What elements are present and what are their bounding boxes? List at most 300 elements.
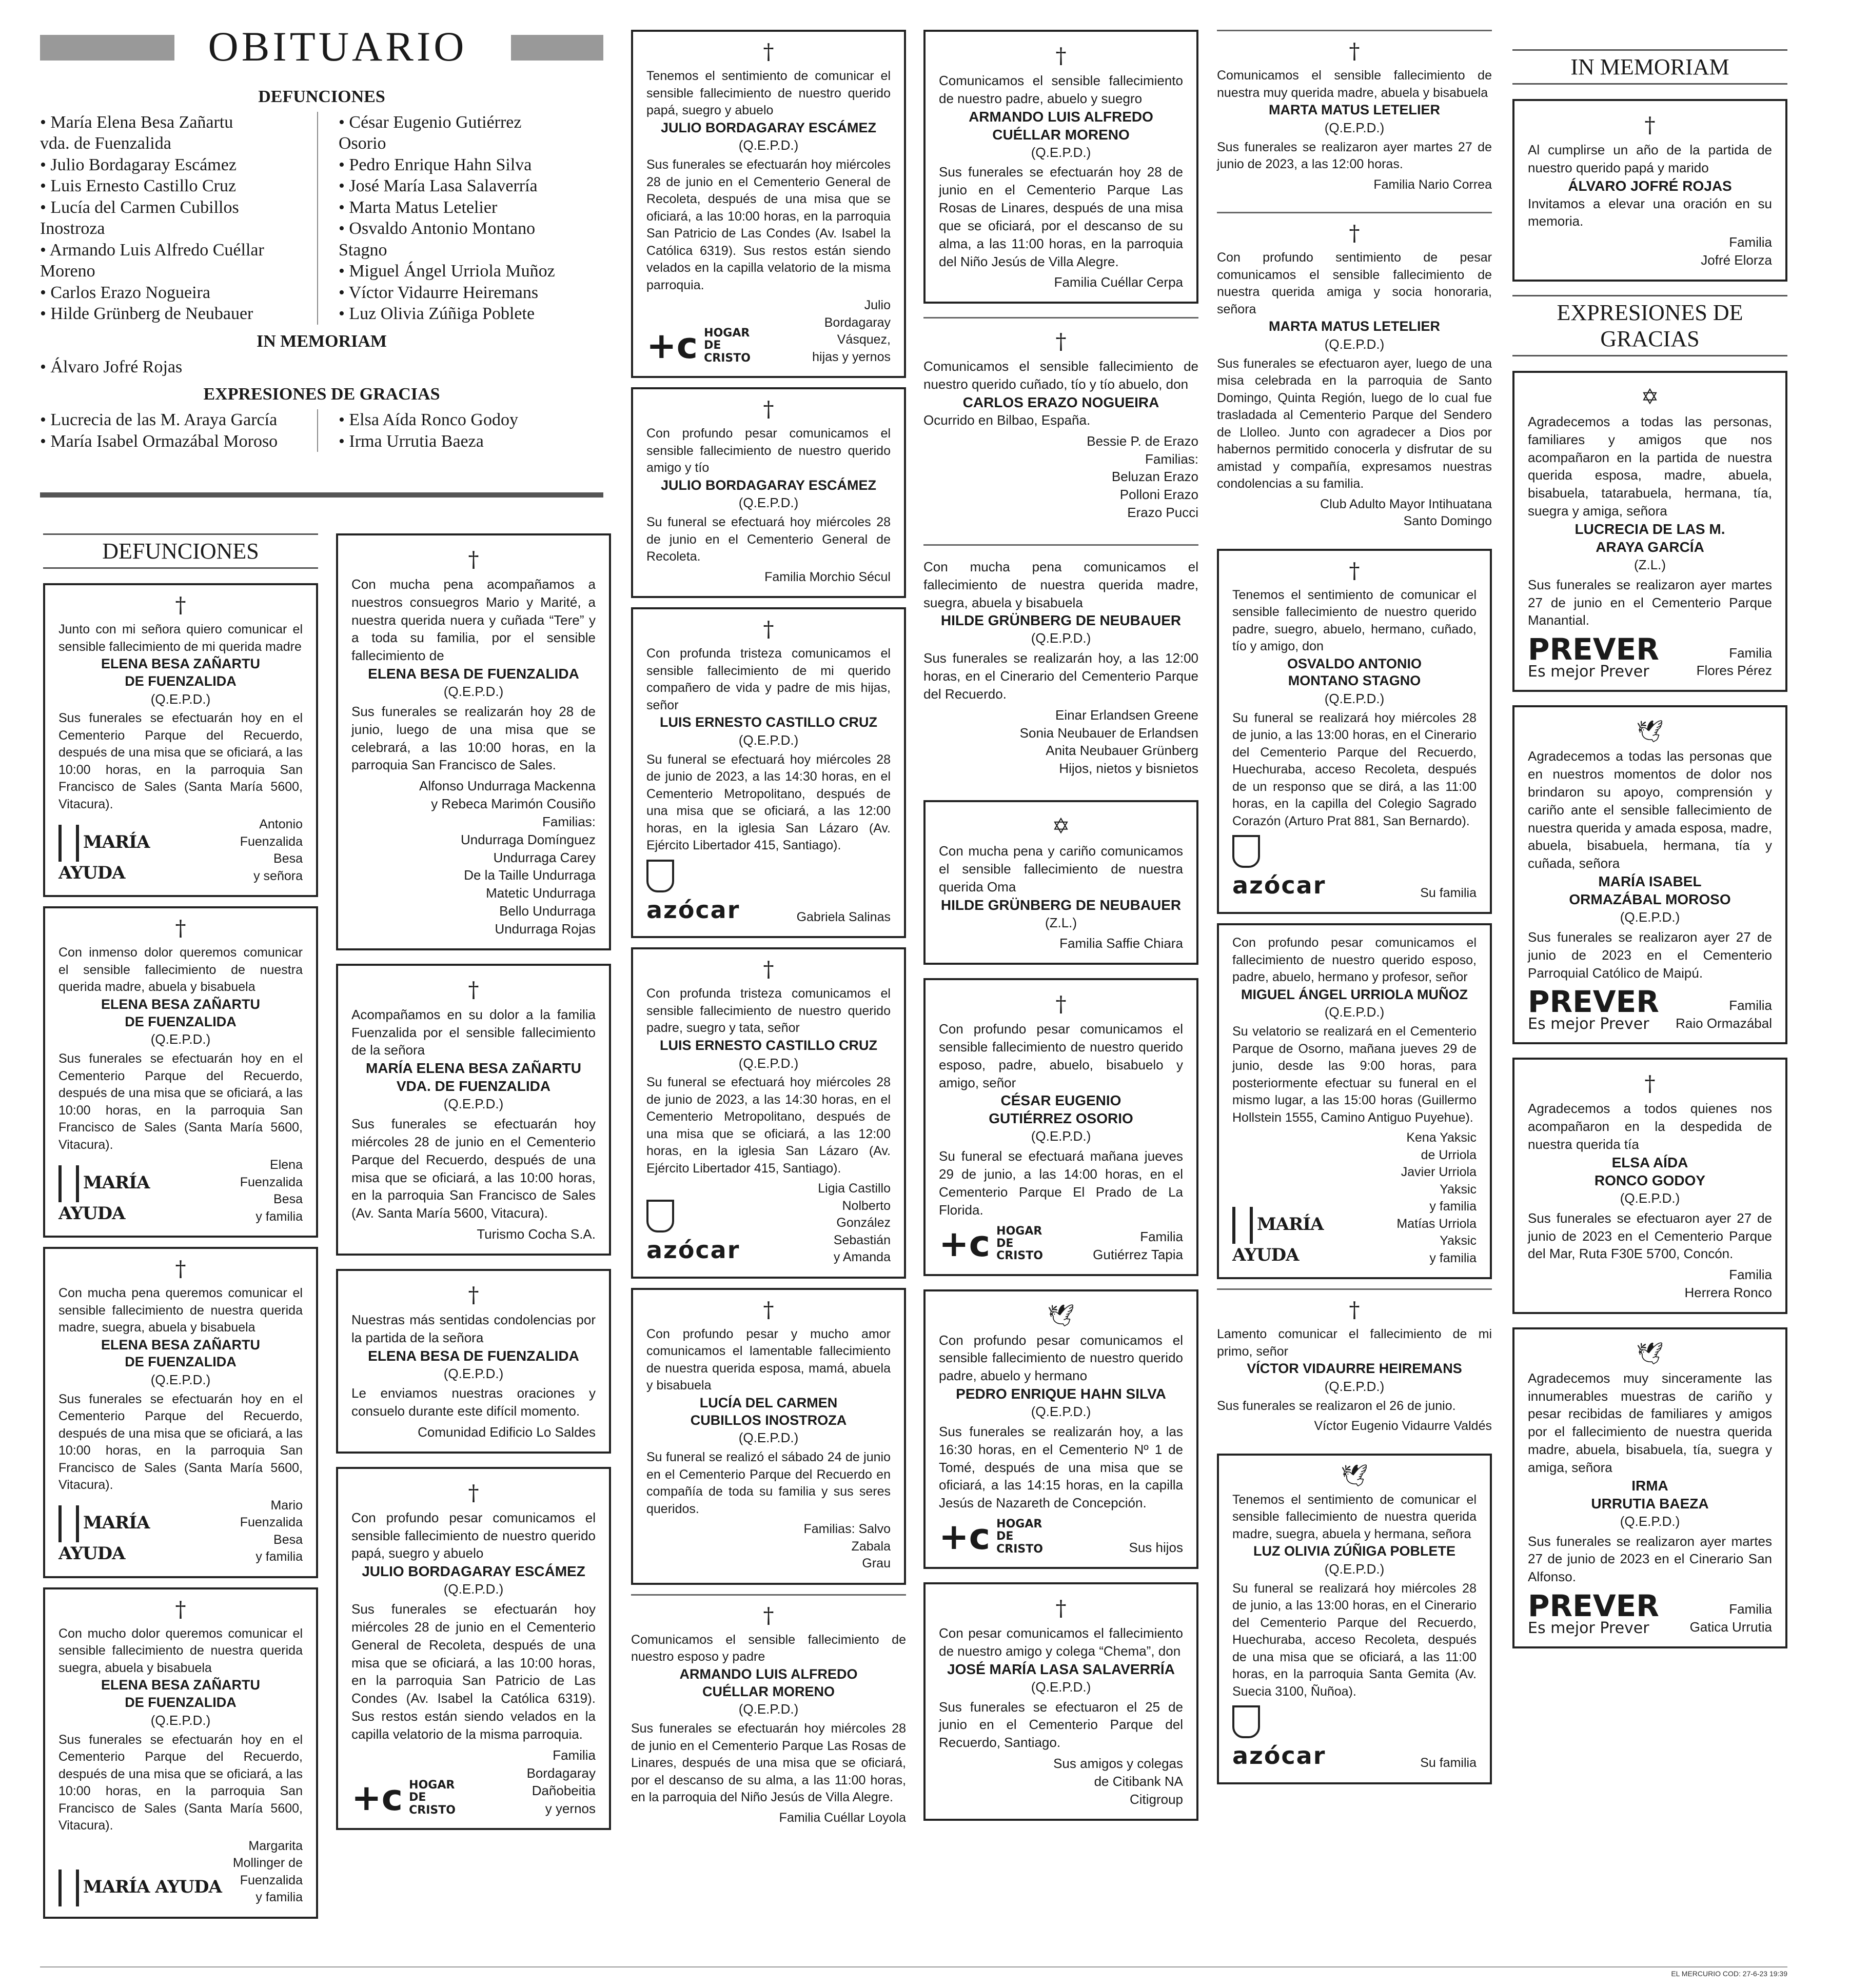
notice-intro: Agradecemos a todas las personas que en nuestros momentos de dolor nos brindaron su apoyo, comprensión y cariño ante el sensible fallecimiento de nuestra querida y amada esposa, madre, abuela, bisabuela, hermana, tía y cuñada, señora [1528, 748, 1772, 871]
hogar-de-cristo-logo [351, 1778, 465, 1818]
logo-text: PREVER [1528, 984, 1659, 1020]
notice-footer [646, 854, 891, 926]
obituary-notice [923, 317, 1198, 531]
deceased-name: JOSÉ MARÍA LASA SALAVERRÍA [947, 1661, 1175, 1677]
index-defunciones-left [40, 112, 318, 325]
hogar-de-cristo-logo [939, 1224, 1053, 1264]
index-entry: • Víctor Vidaurre Heiremans [339, 282, 595, 303]
qepd-label: (Q.E.P.D.) [1031, 1404, 1091, 1420]
notice-intro: Con profunda tristeza comunicamos el sensible fallecimiento de nuestro querido padre, suegro y tata, señor [646, 986, 891, 1036]
qepd-label: (Q.E.P.D.) [150, 691, 211, 707]
index-entry: • Luz Olivia Zúñiga Poblete [339, 303, 595, 324]
qepd-label: (Q.E.P.D.) [1324, 1378, 1385, 1394]
notice-footer [58, 813, 303, 885]
bottom-rule [40, 1966, 1787, 1967]
hogar-de-cristo-mark-icon: +c [646, 325, 698, 367]
notice-signature: Sus amigos y colegas de Citibank NA Citigroup [1053, 1756, 1183, 1807]
notice-signature: Julio Bordagaray Vásquez, hijas y yernos [812, 298, 891, 364]
dove-icon: 🕊 [1341, 1462, 1368, 1488]
prever-logo [1528, 1588, 1659, 1638]
index-entry: • Julio Bordagaray Escámez [40, 154, 317, 175]
obituary-notice [923, 800, 1198, 965]
notice-intro: Comunicamos el sensible fallecimiento de nuestro querido cuñado, tío y tío abuelo, don [923, 359, 1198, 392]
deceased-name: ELSA AÍDA RONCO GODOY [1594, 1154, 1706, 1188]
notice-body: Sus funerales se efectuaron ayer 27 de junio de 2023 en el Cementerio Parque del Mar, Ruta F30E 5700, Concón. [1528, 1210, 1772, 1262]
notice-intro: Junto con mi señora quiero comunicar el sensible fallecimiento de mi querida madre [58, 622, 303, 654]
qepd-label: (Q.E.P.D.) [738, 1055, 799, 1071]
index-gracias-title: EXPRESIONES DE GRACIAS [203, 385, 440, 404]
qepd-label: (Q.E.P.D.) [738, 137, 799, 153]
hogar-de-cristo-mark-icon: +c [939, 1222, 991, 1265]
notice-body: Sus funerales se realizaron ayer martes 27 de junio de 2023, a las 12:00 horas. [1217, 140, 1492, 172]
notice-signature: Alfonso Undurraga Mackenna y Rebeca Marimón Cousiño Familias: Undurraga Domínguez Undurraga Carey De la Taille Undurraga Matetic Undurraga Bello Undurraga Undurraga Rojas [419, 778, 596, 937]
qepd-label: (Q.E.P.D.) [1324, 336, 1385, 352]
notice-body: Sus funerales se realizaron ayer martes 27 de junio de 2023 en el Cinerario San Alfonso. [1528, 1533, 1772, 1585]
hogar-de-cristo-mark-icon: +c [939, 1516, 991, 1558]
hogar-de-cristo-logo [646, 326, 760, 366]
notice-footer [58, 1494, 303, 1566]
notice-signature: Turismo Cocha S.A. [477, 1226, 596, 1242]
notice-intro: Tenemos el sentimiento de comunicar el sensible fallecimiento de nuestro querido papá, suegro y abuelo [646, 69, 891, 117]
notice-footer [646, 1177, 891, 1266]
notice-intro: Con profundo pesar comunicamos el fallecimiento de nuestro querido esposo, padre, abuelo, hermano y profesor, señor [1232, 936, 1477, 985]
crucifix-icon [58, 1505, 79, 1542]
star-of-david-icon: ✡ [1641, 384, 1659, 409]
deceased-name: ELENA BESA ZAÑARTU DE FUENZALIDA [101, 996, 260, 1029]
qepd-label: (Q.E.P.D.) [1031, 144, 1091, 160]
deceased-name: MIGUEL ÁNGEL URRIOLA MUÑOZ [1241, 986, 1468, 1002]
maria-ayuda-logo [58, 1165, 212, 1226]
notice-signature: Familias: Salvo Zabala Grau [803, 1522, 891, 1571]
notice-footer [1232, 1700, 1477, 1772]
obituary-notice [631, 1288, 906, 1585]
index-entry: • César Eugenio Gutiérrez [339, 112, 595, 133]
masthead [40, 25, 603, 69]
obituary-notice [1217, 549, 1492, 914]
cross-icon: † [1055, 991, 1067, 1017]
deceased-name: CÉSAR EUGENIO GUTIÉRREZ OSORIO [989, 1092, 1133, 1127]
deceased-name: MARTA MATUS LETELIER [1269, 319, 1440, 334]
deceased-name: IRMA URRUTIA BAEZA [1591, 1477, 1709, 1512]
section-header-defunciones: DEFUNCIONES [43, 533, 318, 569]
logo-tagline: Es mejor Prever [1528, 1015, 1649, 1033]
crucifix-icon [1232, 1207, 1253, 1244]
cross-icon: † [468, 547, 479, 572]
notice-intro: Agradecemos a todas las personas, familiares y amigos que nos acompañaron en la partida de nuestra querida esposa, madre, abuela, bisabuela, tatarabuela, hermana, tía, suegra y amiga, señora [1528, 413, 1772, 519]
notice-signature: Familia Gatica Urrutia [1689, 1601, 1772, 1635]
deceased-name: HILDE GRÜNBERG DE NEUBAUER [940, 612, 1182, 629]
deceased-name: ELENA BESA ZAÑARTU DE FUENZALIDA [101, 656, 260, 689]
index-entry: • José María Lasa Salaverría [339, 175, 595, 196]
obituary-notice [1217, 30, 1492, 203]
qepd-label: (Q.E.P.D.) [443, 1096, 504, 1112]
notice-footer [58, 1835, 303, 1906]
cross-icon: † [1055, 329, 1067, 354]
obituary-notice [43, 1247, 318, 1578]
notice-body: Su funeral se efectuará hoy miércoles 28 de junio de 2023, a las 14:30 horas, en el Cementerio Metropolitano, después de una misa que se oficiará, a las 12:00 horas, en la iglesia San Lázaro (Av. Ejército Libertador 415, Santiago). [646, 752, 891, 853]
notice-footer [939, 1512, 1183, 1557]
cross-icon: † [468, 977, 479, 1002]
index-entry: • Luis Ernesto Castillo Cruz [40, 175, 317, 196]
qepd-label: (Q.E.P.D.) [738, 732, 799, 748]
notice-body: Sus funerales se realizaron el 26 de junio. [1217, 1398, 1456, 1413]
logo-text: MARÍA AYUDA [58, 1172, 150, 1224]
index-entry: • Irma Urrutia Baeza [339, 431, 595, 452]
hogar-de-cristo-logo [939, 1517, 1053, 1557]
index-entry: • María Elena Besa Zañartu [40, 112, 317, 133]
notice-body: Su funeral se realizó el sábado 24 de junio en el Cementerio Parque del Recuerdo en compañía de toda su familia y sus seres queridos. [646, 1450, 891, 1516]
cross-icon: † [1055, 43, 1067, 68]
cross-icon: † [1644, 112, 1656, 137]
obituary-notice [1217, 212, 1492, 540]
index-summary [40, 80, 603, 495]
notice-signature: Su familia [1420, 885, 1477, 900]
logo-tagline: Es mejor Prever [1528, 1619, 1649, 1638]
index-defunciones-title: DEFUNCIONES [258, 87, 385, 106]
maria-ayuda-logo [58, 1505, 212, 1566]
notice-signature: Ligia Castillo Nolberto González Sebastián y Amanda [818, 1181, 891, 1265]
notice-body: Su funeral se efectuará mañana jueves 29 de junio, a las 14:00 horas, en el Cementerio Parque El Prado de La Florida. [939, 1148, 1183, 1218]
notice-body: Sus funerales se efectuarán hoy miércoles 28 de junio en el Cementerio Parque Las Rosas de Linares, después de una misa que se oficiará, por el descanso de su alma, a las 11:00 horas, en la parroquia del Niño Jesús de Villa Alegre. [631, 1721, 906, 1805]
notice-signature: Familia Cuéllar Loyola [779, 1810, 906, 1825]
deceased-name: MARÍA ISABEL ORMAZÁBAL MOROSO [1569, 873, 1731, 908]
deceased-name: JULIO BORDAGARAY ESCÁMEZ [660, 120, 877, 135]
qepd-label: (Q.E.P.D.) [1324, 120, 1385, 135]
notice-body: Sus funerales se efectuarán hoy en el Cementerio Parque del Recuerdo, después de una misa que se oficiará, a las 10:00 horas, en la parroquia San Francisco de Sales (Santa María 5600, Vitacura). [58, 711, 303, 811]
index-entry: • Armando Luis Alfredo Cuéllar [40, 240, 317, 261]
notice-signature: Su familia [1420, 1756, 1477, 1771]
qepd-label: (Q.E.P.D.) [443, 1581, 504, 1597]
index-entry: • Carlos Erazo Nogueira [40, 282, 317, 303]
notice-footer [1232, 830, 1477, 902]
obituary-notice [631, 387, 906, 598]
logo-text: HOGAR DE CRISTO [996, 1224, 1043, 1263]
notice-footer [939, 1219, 1183, 1264]
cross-icon: † [763, 39, 774, 64]
obituary-notice [923, 1289, 1198, 1569]
deceased-name: LUZ OLIVIA ZÚÑIGA POBLETE [1253, 1543, 1455, 1559]
notice-signature: Sus hijos [1129, 1540, 1183, 1556]
notice-intro: Con mucha pena queremos comunicar el sensible fallecimiento de nuestra querida madre, suegra, abuela y bisabuela [58, 1286, 303, 1335]
prever-logo [1528, 634, 1659, 680]
cross-icon: † [763, 1602, 774, 1628]
notice-intro: Agradecemos a todos quienes nos acompañaron en la despedida de nuestra querida tía [1528, 1101, 1772, 1152]
obituary-notice [923, 978, 1198, 1276]
maria-ayuda-logo [58, 1870, 222, 1906]
index-entry: • Lucía del Carmen Cubillos [40, 197, 317, 218]
index-entry: • Álvaro Jofré Rojas [40, 356, 317, 377]
obituary-notice [1512, 99, 1787, 282]
qepd-label: (Q.E.P.D.) [738, 1701, 799, 1717]
obituary-notice [43, 906, 318, 1238]
index-entry: • Pedro Enrique Hahn Silva [339, 154, 595, 175]
cross-icon: † [1349, 1297, 1360, 1323]
deceased-name: ARMANDO LUIS ALFREDO CUÉLLAR MORENO [679, 1666, 858, 1699]
cross-icon: † [1644, 1071, 1656, 1097]
index-entry: Osorio [339, 134, 386, 153]
notice-intro: Tenemos el sentimiento de comunicar el sensible fallecimiento de nuestra querida madre, suegra, abuela y hermana, señora [1232, 1492, 1477, 1541]
column-defunciones-2 [336, 533, 611, 1843]
obituary-notice [1217, 1288, 1492, 1444]
notice-signature: Kena Yaksic de Urriola Javier Urriola Yaksic y familia Matías Urriola Yaksic y familia [1396, 1130, 1477, 1265]
obituary-notice [631, 1594, 906, 1836]
notice-intro: Con mucha pena comunicamos el fallecimiento de nuestra querida madre, suegra, abuela y bisabuela [923, 559, 1198, 610]
qepd-label: (Q.E.P.D.) [443, 684, 504, 700]
index-entry: • Elsa Aída Ronco Godoy [339, 409, 595, 430]
deceased-name: MARÍA ELENA BESA ZAÑARTU VDA. DE FUENZALIDA [366, 1060, 581, 1095]
notice-signature: Familia Cuéllar Cerpa [1054, 274, 1183, 290]
qepd-label: (Q.E.P.D.) [738, 495, 799, 511]
index-entry: • Marta Matus Letelier [339, 197, 595, 218]
obituary-notice [336, 964, 611, 1256]
notice-body: Sus funerales se realizaron ayer 27 de junio de 2023 en el Cementerio Parroquial Católico de Maipú. [1528, 929, 1772, 981]
crucifix-icon [58, 1870, 79, 1906]
logo-text: HOGAR DE CRISTO [409, 1779, 456, 1817]
deceased-name: PEDRO ENRIQUE HAHN SILVA [956, 1386, 1166, 1402]
notice-body: Sus funerales se efectuarán hoy en el Cementerio Parque del Recuerdo, después de una misa que se oficiará, a las 10:00 horas, en la parroquia San Francisco de Sales (Santa María 5600, Vitacura). [58, 1732, 303, 1833]
notice-signature: Familia Herrera Ronco [1684, 1267, 1772, 1300]
notice-intro: Con pesar comunicamos el fallecimiento de nuestro amigo y colega “Chema”, don [939, 1625, 1183, 1659]
notice-body: Sus funerales se realizarán hoy 28 de junio, luego de una misa que se celebrará, a las 10:00 horas, en la parroquia San Francisco de Sales. [351, 703, 596, 773]
page-title: OBITUARIO [208, 23, 467, 70]
notice-body: Sus funerales se efectuarán hoy miércoles 28 de junio en el Cementerio Parque del Recuerdo, después de una misa que se oficiará, a las 10:00 horas, en la parroquia San Francisco de Sales (Av. Santa María 5600, Vitacura). [351, 1116, 596, 1221]
index-gracias-right [339, 409, 595, 452]
obituary-notice [1512, 1058, 1787, 1314]
deceased-name: JULIO BORDAGARAY ESCÁMEZ [362, 1563, 585, 1580]
notice-footer [1528, 982, 1772, 1032]
notice-intro: Con mucha pena acompañamos a nuestros consuegros Mario y Marité, a nuestra querida nuera y cuñada “Tere” y a toda su familia, por el sensible fallecimiento de [351, 576, 596, 664]
index-entry: • Lucrecia de las M. Araya García [40, 409, 317, 430]
logo-text: PREVER [1528, 632, 1659, 667]
cross-icon: † [763, 396, 774, 422]
notice-signature: Familia Flores Pérez [1696, 645, 1772, 679]
notice-signature: Familia Gutiérrez Tapia [1093, 1228, 1183, 1262]
cross-icon: † [763, 1297, 774, 1322]
obituary-notice [43, 1587, 318, 1919]
notice-footer [351, 1743, 596, 1818]
qepd-label: (Q.E.P.D.) [1031, 630, 1091, 646]
notice-signature: Elena Fuenzalida Besa y familia [240, 1158, 303, 1224]
index-gracias-left [40, 409, 318, 452]
notice-signature: Bessie P. de Erazo Familias: Beluzan Erazo Polloni Erazo Erazo Pucci [1087, 433, 1198, 521]
notice-intro: Acompañamos en su dolor a la familia Fuenzalida por el sensible fallecimiento de la señora [351, 1006, 596, 1058]
column-defunciones-1 [43, 533, 318, 1928]
column-defunciones-3 [631, 30, 906, 1845]
obituary-notice [336, 533, 611, 950]
qepd-label: (Q.E.P.D.) [150, 1372, 211, 1388]
section-header-gracias: EXPRESIONES DE GRACIAS [1512, 295, 1787, 356]
notice-body: Sus funerales se efectuarán hoy en el Cementerio Parque del Recuerdo, después de una misa que se oficiará, a las 10:00 horas, en la parroquia San Francisco de Sales (Santa María 5600, Vitacura). [58, 1051, 303, 1152]
cross-icon: † [1349, 38, 1360, 64]
index-memoriam-list [40, 356, 317, 377]
notice-intro: Lamento comunicar el fallecimiento de mi primo, señor [1217, 1327, 1492, 1359]
qepd-label: (Q.E.P.D.) [150, 1031, 211, 1047]
azocar-logo [1232, 1705, 1326, 1772]
deceased-name: OSVALDO ANTONIO MONTANO STAGNO [1287, 655, 1422, 689]
deceased-name: CARLOS ERAZO NOGUEIRA [962, 394, 1159, 410]
qepd-label: (Z.L.) [1045, 915, 1077, 930]
star-of-david-icon: ✡ [1052, 813, 1070, 839]
logo-text: MARÍA AYUDA [58, 831, 150, 883]
notice-body: Su funeral se realizará hoy miércoles 28 de junio, a las 13:00 horas, en el Cinerario del Cementerio Parque del Recuerdo, Huechuraba, acceso Recoleta, después de un responso que se dirá, a las 11:00 horas, en la capilla del Colegio Sagrado Corazón (Arturo Prat 881, San Bernardo). [1232, 710, 1477, 828]
index-entry: Stagno [339, 240, 387, 260]
logo-text: MARÍA AYUDA [83, 1876, 222, 1897]
obituary-notice [1217, 923, 1492, 1279]
notice-intro: Con mucha pena y cariño comunicamos el sensible fallecimiento de nuestra querida Oma [939, 843, 1183, 894]
notice-signature: Antonio Fuenzalida Besa y señora [240, 817, 303, 883]
notice-body: Su funeral se efectuará hoy miércoles 28 de junio en el Cementerio General de Recoleta. [646, 515, 891, 564]
deceased-name: LUIS ERNESTO CASTILLO CRUZ [659, 714, 877, 730]
index-entry: vda. de Fuenzalida [40, 134, 171, 153]
shield-icon [1232, 1705, 1260, 1738]
deceased-name: VÍCTOR VIDAURRE HEIREMANS [1247, 1361, 1462, 1377]
logo-text: HOGAR DE CRISTO [704, 327, 751, 365]
notice-intro: Nuestras más sentidas condolencias por la partida de la señora [351, 1311, 596, 1345]
dove-icon: 🕊 [1636, 719, 1664, 744]
crucifix-icon [58, 1165, 79, 1202]
qepd-label: (Q.E.P.D.) [1324, 1561, 1385, 1577]
notice-body: Sus funerales se efectuarán hoy 28 de junio en el Cementerio Parque Las Rosas de Linares, después de una misa que se oficiará, por el descanso de su alma, a las 11:00 horas, en la parroquia del Niño Jesús de Villa Alegre. [939, 164, 1183, 269]
notice-intro: Con profundo pesar comunicamos el sensible fallecimiento de nuestro querido esposo, padre, abuelo, bisabuelo y amigo, señor [939, 1021, 1183, 1090]
cross-icon: † [175, 592, 186, 618]
cross-icon: † [1055, 1596, 1067, 1621]
notice-body: Sus funerales se efectuarán hoy en el Cementerio Parque del Recuerdo, después de una misa que se oficiará, a las 10:00 horas, en la parroquia San Francisco de Sales (Santa María 5600, Vitacura). [58, 1391, 303, 1493]
shield-icon [646, 860, 674, 892]
notice-signature: Gabriela Salinas [796, 909, 891, 924]
notice-footer [58, 1154, 303, 1225]
logo-tagline: Es mejor Prever [1528, 663, 1649, 681]
notice-body: Sus funerales se efectuaron el 25 de junio en el Cementerio Parque del Recuerdo, Santiago. [939, 1699, 1183, 1751]
qepd-label: (Q.E.P.D.) [1620, 1190, 1680, 1206]
azocar-logo [1232, 835, 1326, 902]
prever-logo [1528, 984, 1659, 1033]
obituary-notice [923, 544, 1198, 787]
azocar-logo [646, 1200, 740, 1266]
deceased-name: JULIO BORDAGARAY ESCÁMEZ [660, 477, 877, 493]
notice-intro: Agradecemos muy sinceramente las innumerables muestras de cariño y pesar recibidas de familiares y amigos por el fallecimiento de nuestra querida madre, abuela, bisabuela, tía, suegra y amiga, señora [1528, 1370, 1772, 1475]
notice-body: Sus funerales se efectuarán hoy miércoles 28 de junio en el Cementerio General de Recoleta, después de una misa que se oficiará, a las 10:00 horas, en la parroquia San Patricio de Las Condes (Av. Isabel la Católica 6319). Sus restos están siendo velados en la capilla velatorio de la misma parroquia. [351, 1601, 596, 1742]
column-defunciones-5 [1217, 30, 1492, 1794]
deceased-name: HILDE GRÜNBERG DE NEUBAUER [940, 897, 1182, 913]
logo-text: azócar [1232, 1742, 1326, 1770]
deceased-name: MARTA MATUS LETELIER [1269, 102, 1440, 117]
index-divider [40, 492, 603, 498]
logo-text: PREVER [1528, 1588, 1659, 1624]
notice-signature: Comunidad Edificio Lo Saldes [418, 1424, 596, 1440]
qepd-label: (Q.E.P.D.) [1031, 1679, 1091, 1695]
cross-icon: † [1349, 221, 1360, 246]
qepd-label: (Q.E.P.D.) [150, 1712, 211, 1728]
notice-footer [1528, 1586, 1772, 1636]
notice-signature: Víctor Eugenio Vidaurre Valdés [1314, 1419, 1492, 1434]
crucifix-icon [58, 825, 79, 862]
notice-intro: Al cumplirse un año de la partida de nuestro querido papá y marido [1528, 142, 1772, 175]
notice-signature: Familia Bordagaray Dañobeitia y yernos [526, 1747, 596, 1817]
notice-intro: Con profundo pesar comunicamos el sensible fallecimiento de nuestro querido padre, abuelo y hermano [939, 1332, 1183, 1384]
deceased-name: ELENA BESA DE FUENZALIDA [368, 666, 579, 682]
cross-icon: † [763, 617, 774, 642]
index-memoriam-title: IN MEMORIAM [256, 331, 387, 351]
qepd-label: (Z.L.) [1633, 556, 1666, 572]
deceased-name: LUCÍA DEL CARMEN CUBILLOS INOSTROZA [690, 1395, 847, 1428]
index-entry: • Miguel Ángel Urriola Muñoz [339, 261, 595, 282]
qepd-label: (Q.E.P.D.) [1324, 691, 1385, 707]
notice-body: Invitamos a elevar una oración en su memoria. [1528, 195, 1772, 229]
notice-intro: Con mucho dolor queremos comunicar el sensible fallecimiento de nuestra querida suegra, abuela y bisabuela [58, 1626, 303, 1675]
qepd-label: (Q.E.P.D.) [1620, 909, 1680, 925]
deceased-name: LUCRECIA DE LAS M. ARAYA GARCÍA [1575, 521, 1725, 555]
logo-text: azócar [1232, 871, 1326, 900]
notice-intro: Tenemos el sentimiento de comunicar el sensible fallecimiento de nuestro querido padre, suegro, abuelo, hermano, cuñado, tío y amigo, don [1232, 587, 1477, 654]
obituary-notice [1512, 705, 1787, 1044]
obituary-notice [1217, 1454, 1492, 1784]
notice-signature: Einar Erlandsen Greene Sonia Neubauer de Erlandsen Anita Neubauer Grünberg Hijos, nietos y bisnietos [1019, 707, 1198, 777]
column-defunciones-4 [923, 30, 1198, 1834]
obituary-notice [336, 1467, 611, 1830]
column-memoriam-gracias [1512, 49, 1787, 1662]
logo-text: MARÍA AYUDA [58, 1513, 150, 1564]
obituary-notice [1512, 371, 1787, 692]
notice-body: Su funeral se efectuará hoy miércoles 28 de junio de 2023, a las 14:30 horas, en el Cementerio Metropolitano, después de una misa que se oficiará, a las 12:00 horas, en la iglesia San Lázaro (Av. Ejército Libertador 415, Santiago). [646, 1075, 891, 1176]
logo-text: MARÍA AYUDA [1232, 1214, 1324, 1265]
notice-footer [1528, 629, 1772, 680]
obituary-notice [631, 30, 906, 378]
dove-icon: 🕊 [1047, 1302, 1075, 1328]
obituary-notice [923, 30, 1198, 304]
notice-body: Le enviamos nuestras oraciones y consuelo durante este difícil momento. [351, 1385, 596, 1419]
index-entry: Moreno [40, 262, 95, 281]
cross-icon: † [1349, 558, 1360, 583]
notice-intro: Comunicamos el sensible fallecimiento de nuestra muy querida madre, abuela y bisabuela [1217, 68, 1492, 100]
maria-ayuda-logo [58, 825, 212, 885]
cross-icon: † [175, 1256, 186, 1282]
hogar-de-cristo-mark-icon: +c [351, 1777, 403, 1819]
notice-body: Sus funerales se realizaron ayer martes 27 de junio en el Cementerio Parque Manantial. [1528, 576, 1772, 628]
logo-text: HOGAR DE CRISTO [996, 1518, 1043, 1556]
notice-body: Sus funerales se efectuarán hoy miércoles 28 de junio en el Cementerio General de Recoleta, después de una misa que se oficiará, a las 10:00 horas, en la parroquia San Patricio de Las Condes (Av. Isabel la Católica 6319). Sus restos están siendo velados en la capilla velatorio de la misma parroquia. [646, 157, 891, 292]
notice-body: Su funeral se realizará hoy miércoles 28 de junio, a las 13:00 horas, en el Cinerario del Cementerio Parque del Recuerdo, Huechuraba, acceso Recoleta, después de una misa que se oficiará, a las 11:00 horas, en la parroquia Santa Gemita (Av. Suecia 3100, Ñuñoa). [1232, 1581, 1477, 1699]
notice-footer [1232, 1126, 1477, 1267]
deceased-name: ELENA BESA DE FUENZALIDA [368, 1347, 579, 1364]
deceased-name: LUIS ERNESTO CASTILLO CRUZ [659, 1037, 877, 1053]
qepd-label: (Q.E.P.D.) [1620, 1513, 1680, 1529]
cross-icon: † [175, 916, 186, 941]
notice-body: Sus funerales se realizarán hoy, a las 16:30 horas, en el Cementerio Nº 1 de Tomé, después de una misa que se oficiará, a las 14:15 horas, en la capilla Jesús de Nazareth de Concepción. [939, 1423, 1183, 1511]
notice-footer [646, 294, 891, 366]
obituary-notice [336, 1269, 611, 1454]
obituary-notice [923, 1582, 1198, 1820]
notice-signature: Familia Saffie Chiara [1059, 936, 1183, 951]
cross-icon: † [468, 1282, 479, 1307]
notice-signature: Familia Morchio Sécul [764, 569, 891, 584]
qepd-label: (Q.E.P.D.) [738, 1430, 799, 1446]
shield-icon [1232, 835, 1260, 868]
notice-signature: Familia Nario Correa [1373, 177, 1492, 192]
notice-intro: Con profundo pesar comunicamos el sensible fallecimiento de nuestro querido amigo y tío [646, 426, 891, 475]
notice-signature: Margarita Mollinger de Fuenzalida y familia [232, 1838, 303, 1905]
dove-icon: 🕊 [1636, 1340, 1664, 1366]
obituary-notice [43, 583, 318, 897]
notice-intro: Con inmenso dolor queremos comunicar el sensible fallecimiento de nuestra querida madre, abuela y bisabuela [58, 945, 303, 995]
notice-signature: Familia Jofré Elorza [1701, 234, 1772, 268]
qepd-label: (Q.E.P.D.) [443, 1365, 504, 1381]
obituary-notice [1512, 1327, 1787, 1648]
deceased-name: ARMANDO LUIS ALFREDO CUÉLLAR MORENO [969, 108, 1153, 143]
obituary-notice [631, 607, 906, 938]
shield-icon [646, 1200, 674, 1232]
footer-code: EL MERCURIO COD: 27-6-23 19:39 [1671, 1970, 1787, 1978]
notice-signature: Club Adulto Mayor Intihuatana Santo Domingo [1320, 496, 1492, 529]
